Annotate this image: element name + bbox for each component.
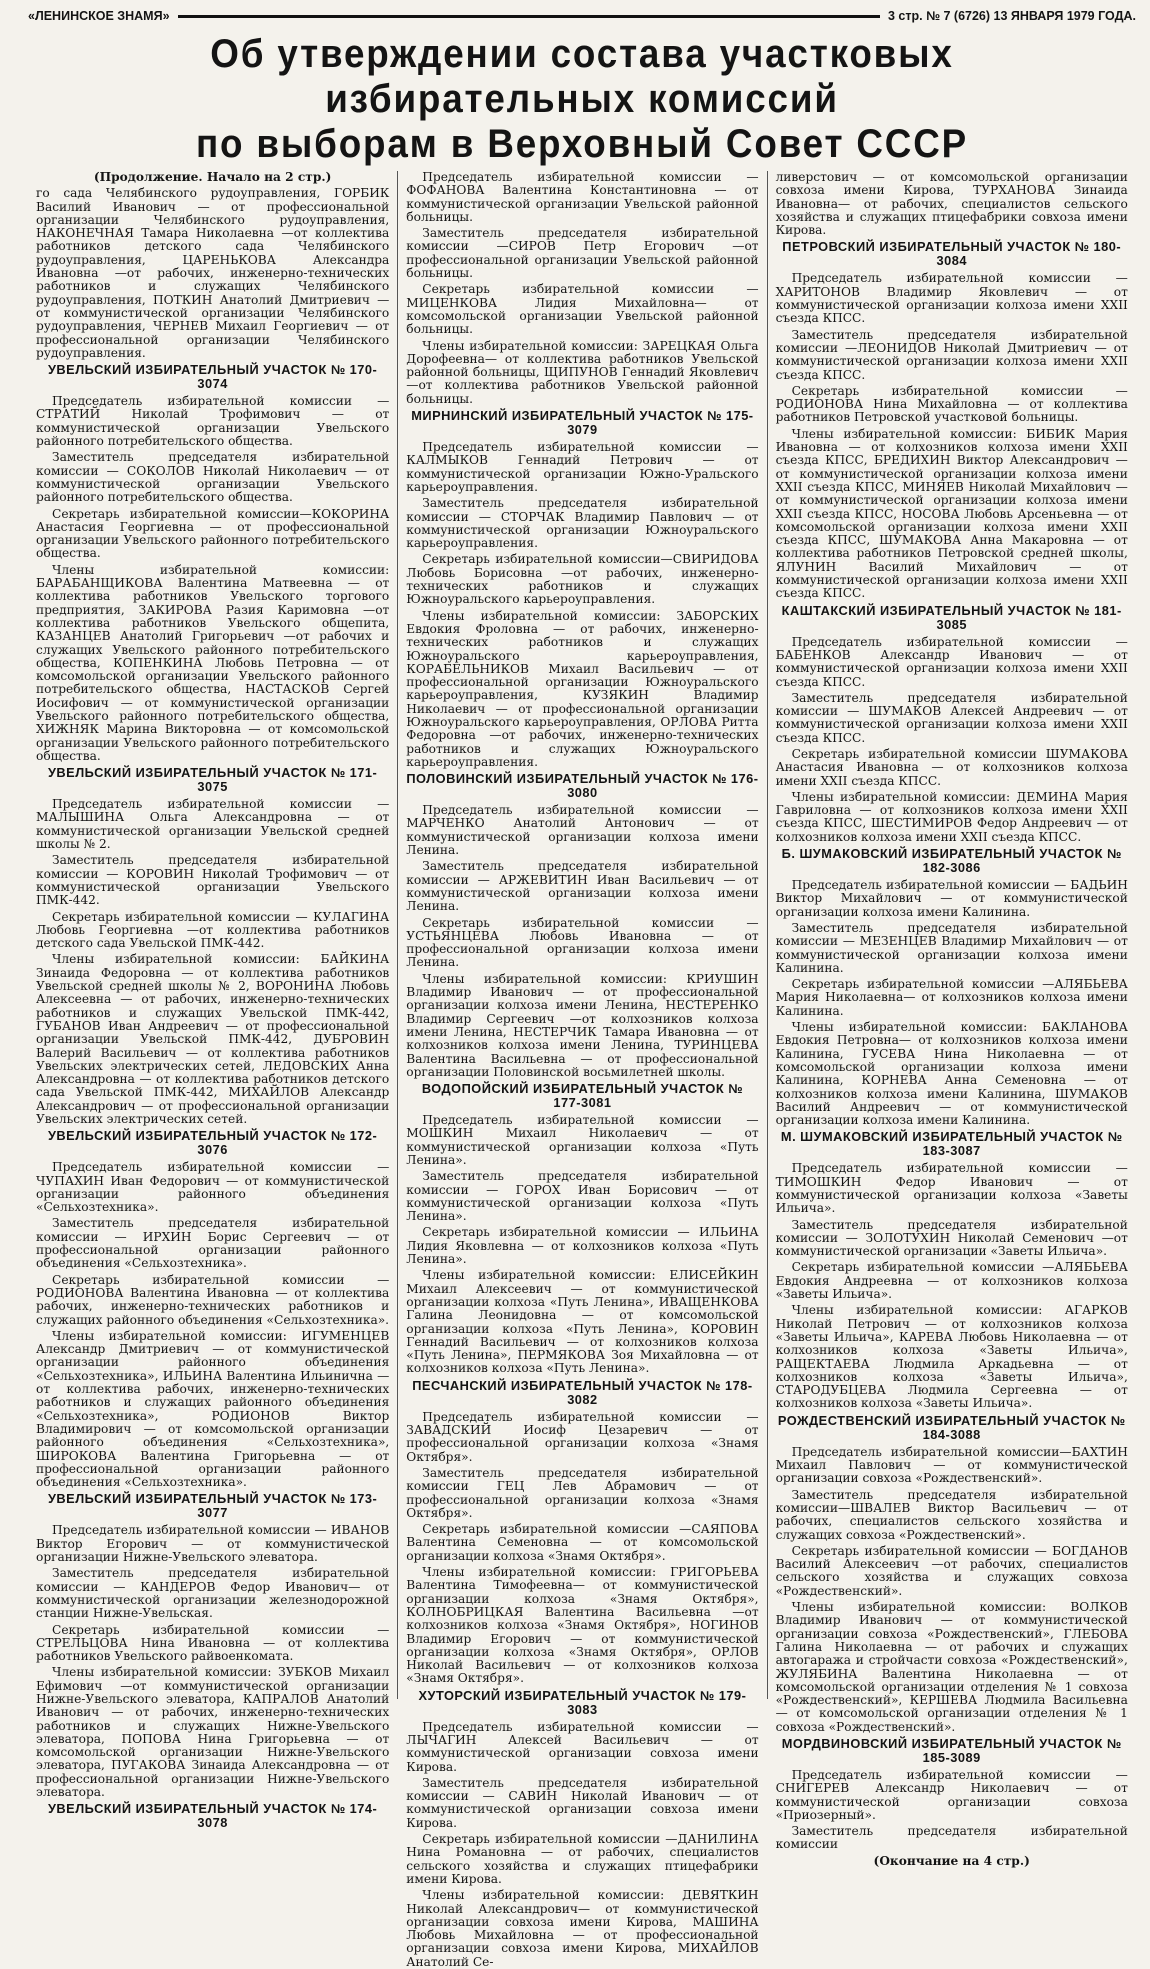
masthead bbox=[28, 6, 1136, 26]
paragraph: Члены избирательной комиссии: ИГУМЕНЦЕВ Александр Дмитриевич — от коммунистической организации районного объединения «Сельхозтехника», ИЛЬИНА Валентина Ильинична — от коллектива рабочих, инженерно-технических работников и служащих районного объединения «Сельхозтехника», РОДИОНОВ Виктор Владимирович — от комсомольской организации районного объединения «Сельхозтехника», ШИРОКОВА Валентина Григорьевна — от профессиональной организации районного объединения «Сельхозтехника». bbox=[36, 1328, 390, 1490]
paragraph: Члены избирательной комиссии: БАРАБАНЩИКОВА Валентина Матвеевна — от коллектива работников Увельского торгового предприятия, ЗАКИРОВА Разия Каримовна —от коллектива работников Увельского общепита, КАЗАНЦЕВ Анатолий Григорьевич —от рабочих и служащих Увельского районного потребительского общества, КОПЕНКИНА Любовь Петровна — от комсомольской организации Увельского районного потребительского общества, НАСТАСКОВ Сергей Иосифович — от коммунистической организации Увельского районного потребительского общества, ХИЖНЯК Марина Викторовна — от комсомольской организации Увельского районного потребительского общества. bbox=[36, 562, 390, 763]
paragraph: ливерстович — от комсомольской организации совхоза имени Кирова, ТУРХАНОВА Зинаида Ивановна— от рабочих, специалистов сельского хозяйства и служащих птицефабрики совхоза имени Кирова. bbox=[775, 170, 1128, 238]
paragraph: Члены избирательной комиссии: ДЕМИНА Мария Гавриловна — от колхозников колхоза имени XXII съезда КПСС, ШЕСТИМИРОВ Федор Андреевич — от колхозников колхоза имени XXII съезда КПСС. bbox=[775, 789, 1128, 844]
section-heading: УВЕЛЬСКИЙ ИЗБИРАТЕЛЬНЫЙ УЧАСТОК № 170-3074 bbox=[47, 362, 378, 392]
paragraph: Председатель избирательной комиссии —МОШКИН Михаил Николаевич — от коммунистической организации колхоза «Путь Ленина». bbox=[406, 1113, 759, 1167]
paragraph: Члены избирательной комиссии: ГРИГОРЬЕВА Валентина Тимофеевна— от коммунистической организации колхоза «Знамя Октября», КОЛНОБРИЦКАЯ Валентина Васильевна —от колхозников колхоза «Знамя Октября», НОГИНОВ Владимир Егорович — от коммунистической организации колхоза «Знамя Октября», ОРЛОВ Николай Васильевич — от колхозников колхоза «Знамя Октября». bbox=[406, 1565, 759, 1686]
paragraph: Заместитель председателя избирательной комиссии — МЕЗЕНЦЕВ Владимир Михайлович — от коммунистической организации колхоза имени Калинина. bbox=[775, 920, 1128, 975]
paragraph: Члены избирательной комиссии: ДЕВЯТКИН Николай Александрович— от коммунистической организации совхоза имени Кирова, МАШИНА Любовь Михайловна — от профессиональной организации совхоза имени Кирова, МИХАЙЛОВ Анатолий Се- bbox=[406, 1888, 759, 1969]
paragraph: Секретарь избирательной комиссии —РОДИОНОВА Валентина Ивановна — от коллектива рабочих, инженерно-технических работников и служащих районного объединения «Сельхозтехника». bbox=[36, 1272, 390, 1327]
section-heading: РОЖДЕСТВЕНСКИЙ ИЗБИРАТЕЛЬНЫЙ УЧАСТОК № 184-3088 bbox=[777, 1412, 1126, 1442]
paragraph: Председатель избирательной комиссии — СНИГЕРЕВ Александр Николаевич — от коммунистической организации совхоза «Приозерный». bbox=[775, 1767, 1128, 1822]
continuation-note: (Продолжение. Начало на 2 стр.) bbox=[93, 170, 332, 184]
article-columns bbox=[28, 170, 1136, 1969]
paragraph: Заместитель председателя избирательной комиссии — СТОРЧАК Владимир Павлович — от коммунистической организации Южноуральского карьероуправления. bbox=[406, 496, 759, 551]
paragraph: Заместитель председателя избирательной комиссии —ЛЕОНИДОВ Николай Дмитриевич — от коммунистической организации колхоза имени XXII съезда КПСС. bbox=[775, 327, 1128, 382]
paragraph: Заместитель председателя избирательной комиссии bbox=[775, 1824, 1128, 1852]
paragraph: Заместитель председателя избирательной комиссии — ШУМАКОВ Алексей Андреевич — от коммунистической организации колхоза имени XXII съезда КПСС. bbox=[775, 690, 1128, 745]
section-heading: ПЕТРОВСКИЙ ИЗБИРАТЕЛЬНЫЙ УЧАСТОК № 180-3084 bbox=[782, 239, 1122, 269]
column-2 bbox=[397, 170, 766, 1969]
paragraph: Заместитель председателя избирательной комиссии — АРЖЕВИТИН Иван Васильевич — от коммунистической организации колхоза имени Ленина. bbox=[406, 859, 759, 914]
paragraph: Секретарь избирательной комиссии—СВИРИДОВА Любовь Борисовна —от рабочих, инженерно-технических работников и служащих Южноуральского карьероуправления. bbox=[406, 552, 759, 607]
paragraph: Секретарь избирательной комиссии —АЛЯБЬЕВА Евдокия Андреевна — от колхозников колхоза «Заветы Ильича». bbox=[775, 1260, 1128, 1302]
paragraph: Заместитель председателя избирательной комиссии —СИРОВ Петр Егорович —от профессиональной организации Увельской районной больницы. bbox=[406, 226, 759, 281]
paragraph: Секретарь избирательной комиссии — БОГДАНОВ Василий Алексеевич —от рабочих, специалистов сельского хозяйства и служащих совхоза «Рождественский». bbox=[775, 1543, 1128, 1598]
paragraph: Секретарь избирательной комиссии — ИЛЬИНА Лидия Яковлевна — от колхозников колхоза «Путь Ленина». bbox=[406, 1225, 759, 1267]
headline-line-1: Об утверждении состава участковых избирательных комиссий bbox=[210, 32, 954, 121]
paragraph: Члены избирательной комиссии: БИБИК Мария Ивановна — от колхозников колхоза имени XXII съезда КПСС, БРЕДИХИН Виктор Александрович — от коммунистической организации колхоза имени XXII съезда КПСС, МИНЯЕВ Николай Михайлович — от коммунистической организации колхоза имени XXII съезда КПСС, НОСОВА Любовь Арсеньевна — от комсомольской организации колхоза имени XXII съезда КПСС, ШУМАКОВА Анна Макаровна — от коллектива работников Петровской средней школы, ЯЛУНИН Василий Михайлович — от коммунистической организации колхоза имени XXII съезда КПСС. bbox=[775, 426, 1128, 601]
paragraph: Члены избирательной комиссии: ЕЛИСЕЙКИН Михаил Алексеевич — от коммунистической организации колхоза «Путь Ленина», ИВАЩЕНКОВА Галина Леонидовна — от комсомольской организации колхоза «Путь Ленина», КОРОВИН Геннадий Васильевич — от колхозников колхоза «Путь Ленина», ПЕРМЯКОВА Зоя Михайловна — от колхозников колхоза «Путь Ленина». bbox=[406, 1268, 759, 1376]
section-heading: ПЕСЧАНСКИЙ ИЗБИРАТЕЛЬНЫЙ УЧАСТОК № 178-3082 bbox=[412, 1377, 753, 1407]
paragraph: Заместитель председателя избирательной комиссии — КАНДЕРОВ Федор Иванович— от коммунистической организации железнодорожной станции Нижне-Увельская. bbox=[36, 1566, 390, 1621]
paragraph: Секретарь избирательной комиссии—КОКОРИНА Анастасия Георгиевна — от профессиональной организации Увельского районного потребительского общества. bbox=[36, 506, 390, 561]
section-heading: КАШТАКСКИЙ ИЗБИРАТЕЛЬНЫЙ УЧАСТОК № 181-3085 bbox=[781, 602, 1122, 632]
paragraph: Председатель избирательной комиссии —МАРЧЕНКО Анатолий Антонович — от коммунистической организации колхоза имени Ленина. bbox=[406, 803, 759, 858]
paragraph: Члены избирательной комиссии: ЗАБОРСКИХ Евдокия Фроловна — от рабочих, инженерно-технических работников и служащих Южноуральского карьероуправления, КОРАБЕЛЬНИКОВ Михаил Васильевич — от профессиональной организации Южноуральского карьероуправления, КУЗЯКИН Владимир Николаевич — от профессиональной организации Южноуральского карьероуправления, ОРЛОВА Ритта Федоровна —от рабочих, инженерно-технических работников и служащих Южноуральского карьероуправления. bbox=[406, 608, 759, 769]
paragraph: Заместитель председателя избирательной комиссии — ЗОЛОТУХИН Николай Семенович —от коммунистической организации «Заветы Ильича». bbox=[775, 1217, 1128, 1259]
paragraph: Председатель избирательной комиссии —ХАРИТОНОВ Владимир Яковлевич — от коммунистической организации колхоза имени XXII съезда КПСС. bbox=[775, 271, 1128, 326]
section-heading: МОРДВИНОВСКИЙ ИЗБИРАТЕЛЬНЫЙ УЧАСТОК № 185-3089 bbox=[781, 1735, 1122, 1765]
section-heading: ПОЛОВИНСКИЙ ИЗБИРАТЕЛЬНЫЙ УЧАСТОК № 176-3080 bbox=[406, 771, 759, 801]
section-heading: УВЕЛЬСКИЙ ИЗБИРАТЕЛЬНЫЙ УЧАСТОК № 174-3078 bbox=[47, 1801, 378, 1831]
paragraph: Члены избирательной комиссии: АГАРКОВ Николай Петрович — от колхозников колхоза «Заветы Ильича», КАРЕВА Любовь Николаевна — от колхозников колхоза «Заветы Ильича», РАЩЕКТАЕВА Людмила Аркадьевна — от колхозников колхоза «Заветы Ильича», СТАРОДУБЦЕВА Людмила Сергеевна — от колхозников колхоза «Заветы Ильича». bbox=[775, 1303, 1128, 1411]
section-heading: ВОДОПОЙСКИЙ ИЗБИРАТЕЛЬНЫЙ УЧАСТОК № 177-3081 bbox=[421, 1081, 744, 1111]
section-heading: МИРНИНСКИЙ ИЗБИРАТЕЛЬНЫЙ УЧАСТОК № 175-3079 bbox=[411, 408, 754, 438]
paragraph: Председатель избирательной комиссии —ЗАВАДСКИЙ Иосиф Цезаревич — от профессиональной организации колхоза «Знамя Октября». bbox=[406, 1409, 759, 1464]
paragraph: Председатель избирательной комиссии—БАХТИН Михаил Павлович — от коммунистической организации совхоза «Рождественский». bbox=[775, 1444, 1128, 1486]
paragraph: Члены избирательной комиссии: ВОЛКОВ Владимир Иванович — от коммунистической организации совхоза «Рождественский», ГЛЕБОВА Галина Николаевна — от рабочих и служащих автогаража и стройчасти совхоза «Рождественский», ЖУЛЯБИНА Валентина Николаевна — от комсомольской организации отделения № 1 совхоза «Рождественский», КЕРШЕВА Людмила Васильевна — от комсомольской организации отделения № 1 совхоза «Рождественский». bbox=[775, 1600, 1128, 1734]
paragraph: Члены избирательной комиссии: КРИУШИН Владимир Иванович — от профессиональной организации колхоза имени Ленина, НЕСТЕРЕНКО Владимир Сергеевич —от колхозников колхоза имени Ленина, НЕСТЕРЧИК Тамара Ивановна — от колхозников колхоза имени Ленина, ТУРИНЦЕВА Валентина Васильевна — от профессиональной организации Половинской восьмилетней школы. bbox=[406, 971, 759, 1079]
paragraph: Председатель избирательной комиссии —ФОФАНОВА Валентина Константиновна — от коммунистической организации Увельской районной больницы. bbox=[406, 170, 759, 224]
section-heading: УВЕЛЬСКИЙ ИЗБИРАТЕЛЬНЫЙ УЧАСТОК № 172-3076 bbox=[47, 1128, 378, 1158]
paragraph: Члены избирательной комиссии: ЗАРЕЦКАЯ Ольга Дорофеевна— от коллектива работников Увельской районной больницы, ЩИПУНОВ Геннадий Яковлевич—от коллектива работников Увельской районной больницы. bbox=[406, 338, 759, 406]
paragraph: Председатель избирательной комиссии —КАЛМЫКОВ Геннадий Петрович — от коммунистической организации Южно-Уральского карьероуправления. bbox=[406, 440, 759, 494]
paragraph: Заместитель председателя избирательной комиссии — САВИН Николай Иванович — от коммунистической организации совхоза имени Кирова. bbox=[406, 1775, 759, 1830]
paragraph: Секретарь избирательной комиссии —ДАНИЛИНА Нина Романовна — от рабочих, специалистов сельского хозяйства и служащих птицефабрики имени Кирова. bbox=[406, 1832, 759, 1886]
paragraph: Секретарь избирательной комиссии —САЯПОВА Валентина Семеновна — от комсомольской организации колхоза «Знамя Октября». bbox=[406, 1522, 759, 1563]
headline bbox=[72, 32, 1091, 167]
paragraph: Председатель избирательной комиссии — БАДЬИН Виктор Михайлович — от коммунистической организации колхоза имени Калинина. bbox=[775, 878, 1128, 919]
paragraph: Председатель избирательной комиссии — ТИМОШКИН Федор Иванович — от коммунистической организации колхоза «Заветы Ильича». bbox=[775, 1161, 1128, 1216]
paragraph: Заместитель председателя избирательной комиссии — КОРОВИН Николай Трофимович — от коммунистической организации Увельского ПМК-442. bbox=[36, 853, 390, 908]
paragraph: Секретарь избирательной комиссии — КУЛАГИНА Любовь Георгиевна —от коллектива работников детского сада Увельской ПМК-442. bbox=[36, 909, 390, 951]
paragraph: го сада Челябинского рудоуправления, ГОРБИК Василий Иванович — от профессиональной организации Челябинского рудоуправления, НАКОНЕЧНАЯ Тамара Николаевна —от коллектива работников детского сада Челябинского рудоуправления, ЦАРЕНЬКОВА Александра Ивановна —от рабочих, инженерно-технических работников и служащих Челябинского рудоуправления, ПОТКИН Анатолий Дмитриевич — от коммунистической организации Челябинского рудоуправления, ЧЕРНЕВ Михаил Георгиевич — от профессиональной организации Челябинского рудоуправления. bbox=[36, 186, 390, 360]
headline-line-2: по выборам в Верховный Совет СССР bbox=[195, 122, 969, 166]
column-1 bbox=[28, 170, 397, 1831]
paragraph: Секретарь избирательной комиссии —РОДИОНОВА Нина Михайловна — от коллектива работников Петровской участковой больницы. bbox=[775, 383, 1128, 425]
paragraph: Секретарь избирательной комиссии —АЛЯБЬЕВА Мария Николаевна— от колхозников колхоза имени Калинина. bbox=[775, 977, 1128, 1018]
paragraph: Председатель избирательной комиссии —СТРАТИЙ Николай Трофимович — от коммунистической организации Увельского районного потребительского общества. bbox=[36, 394, 390, 449]
paragraph: Члены избирательной комиссии: БАКЛАНОВА Евдокия Петровна— от колхозников колхоза имени Калинина, ГУСЕВА Нина Николаевна — от комсомольской организации колхоза имени Калинина, КОРНЕВА Анна Семеновна — от колхозников колхоза имени Калинина, ШУМАКОВ Василий Андреевич — от коммунистической организации колхоза имени Калинина. bbox=[775, 1020, 1128, 1128]
section-heading: УВЕЛЬСКИЙ ИЗБИРАТЕЛЬНЫЙ УЧАСТОК № 171-3075 bbox=[47, 765, 378, 795]
section-heading: УВЕЛЬСКИЙ ИЗБИРАТЕЛЬНЫЙ УЧАСТОК № 173-3077 bbox=[47, 1491, 378, 1521]
paragraph: Члены избирательной комиссии: БАЙКИНА Зинаида Федоровна — от коллектива работников Увельской средней школы № 2, ВОРОНИНА Любовь Алексеевна — от рабочих, инженерно-технических работников и служащих Увельской ПМК-442, ГУБАНОВ Иван Андреевич — от профессиональной организации Увельской ПМК-442, ДУБРОВИН Валерий Васильевич — от коллектива работников Увельских электрических сетей, ЛЕДОВСКИХ Анна Александровна — от коллектива работников детского сада Увельской ПМК-442, МИХАЙЛОВ Александр Александрович — от профессиональной организации Увельских электрических сетей. bbox=[36, 952, 390, 1126]
paragraph: Заместитель председателя избирательной комиссии — ГОРОХ Иван Борисович — от коммунистической организации колхоза «Путь Ленина». bbox=[406, 1169, 759, 1224]
paragraph: Председатель избирательной комиссии — ИВАНОВ Виктор Егорович — от коммунистической организации Нижне-Увельского элеватора. bbox=[36, 1523, 390, 1565]
issue-info: 3 стр. № 7 (6726) 13 ЯНВАРЯ 1979 ГОДА. bbox=[888, 9, 1136, 23]
paragraph: Заместитель председателя избирательной комиссии—ШВАЛЕВ Виктор Васильевич — от рабочих, специалистов сельского хозяйства и служащих совхоза «Рождественский». bbox=[775, 1487, 1128, 1542]
section-heading: ХУТОРСКИЙ ИЗБИРАТЕЛЬНЫЙ УЧАСТОК № 179-3083 bbox=[418, 1687, 747, 1717]
paper-name: «ЛЕНИНСКОЕ ЗНАМЯ» bbox=[28, 9, 170, 23]
section-heading: Б. ШУМАКОВСКИЙ ИЗБИРАТЕЛЬНЫЙ УЧАСТОК № 182-3086 bbox=[781, 846, 1122, 876]
paragraph: Председатель избирательной комиссии —ЛЫЧАГИН Алексей Васильевич — от коммунистической организации совхоза имени Кирова. bbox=[406, 1719, 759, 1774]
paragraph: Секретарь избирательной комиссии — СТРЕЛЬЦОВА Нина Ивановна — от коллектива работников Увельского райвоенкомата. bbox=[36, 1622, 390, 1664]
paragraph: Члены избирательной комиссии: ЗУБКОВ Михаил Ефимович —от коммунистической организации Нижне-Увельского элеватора, КАПРАЛОВ Анатолий Иванович — от рабочих, инженерно-технических работников и служащих Нижне-Увельского элеватора, ПОПОВА Нина Григорьевна — от комсомольской организации Нижне-Увельского элеватора, ПУГАКОВА Зинаида Александровна — от профессиональной организации Нижне-Увельского элеватора. bbox=[36, 1665, 390, 1800]
paragraph: Заместитель председателя избирательной комиссии — СОКОЛОВ Николай Николаевич — от коммунистической организации Увельского районного потребительского общества. bbox=[36, 450, 390, 505]
column-3 bbox=[767, 170, 1136, 1868]
paragraph: Председатель избирательной комиссии — МАЛЫШИНА Ольга Александровна — от коммунистической организации Увельской средней школы № 2. bbox=[36, 797, 390, 852]
paragraph: Секретарь избирательной комиссии — УСТЬЯНЦЕВА Любовь Ивановна — от профессиональной организации колхоза имени Ленина. bbox=[406, 915, 759, 970]
section-heading: М. ШУМАКОВСКИЙ ИЗБИРАТЕЛЬНЫЙ УЧАСТОК № 183-3087 bbox=[780, 1129, 1123, 1159]
paragraph: Председатель избирательной комиссии —БАБЕНКОВ Александр Иванович — от коммунистической организации колхоза имени XXII съезда КПСС. bbox=[775, 634, 1128, 689]
masthead-rule bbox=[178, 15, 880, 18]
paragraph: Заместитель председателя избирательной комиссии — ИРХИН Борис Сергеевич — от профессиональной организации районного объединения «Сельхозтехника». bbox=[36, 1216, 390, 1271]
paragraph: Председатель избирательной комиссии —ЧУПАХИН Иван Федорович — от коммунистической организации районного объединения «Сельхозтехника». bbox=[36, 1160, 390, 1215]
paragraph: Секретарь избирательной комиссии — МИЦЕНКОВА Лидия Михайловна— от комсомольской организации Увельской районной больницы. bbox=[406, 282, 759, 337]
paragraph: Заместитель председателя избирательной комиссии ГЕЦ Лев Абрамович — от профессиональной организации колхоза «Знамя Октября». bbox=[406, 1465, 759, 1520]
paragraph: Секретарь избирательной комиссии ШУМАКОВА Анастасия Ивановна — от колхозников колхоза имени XXII съезда КПСС. bbox=[775, 746, 1128, 788]
continuation-note: (Окончание на 4 стр.) bbox=[873, 1853, 1030, 1868]
